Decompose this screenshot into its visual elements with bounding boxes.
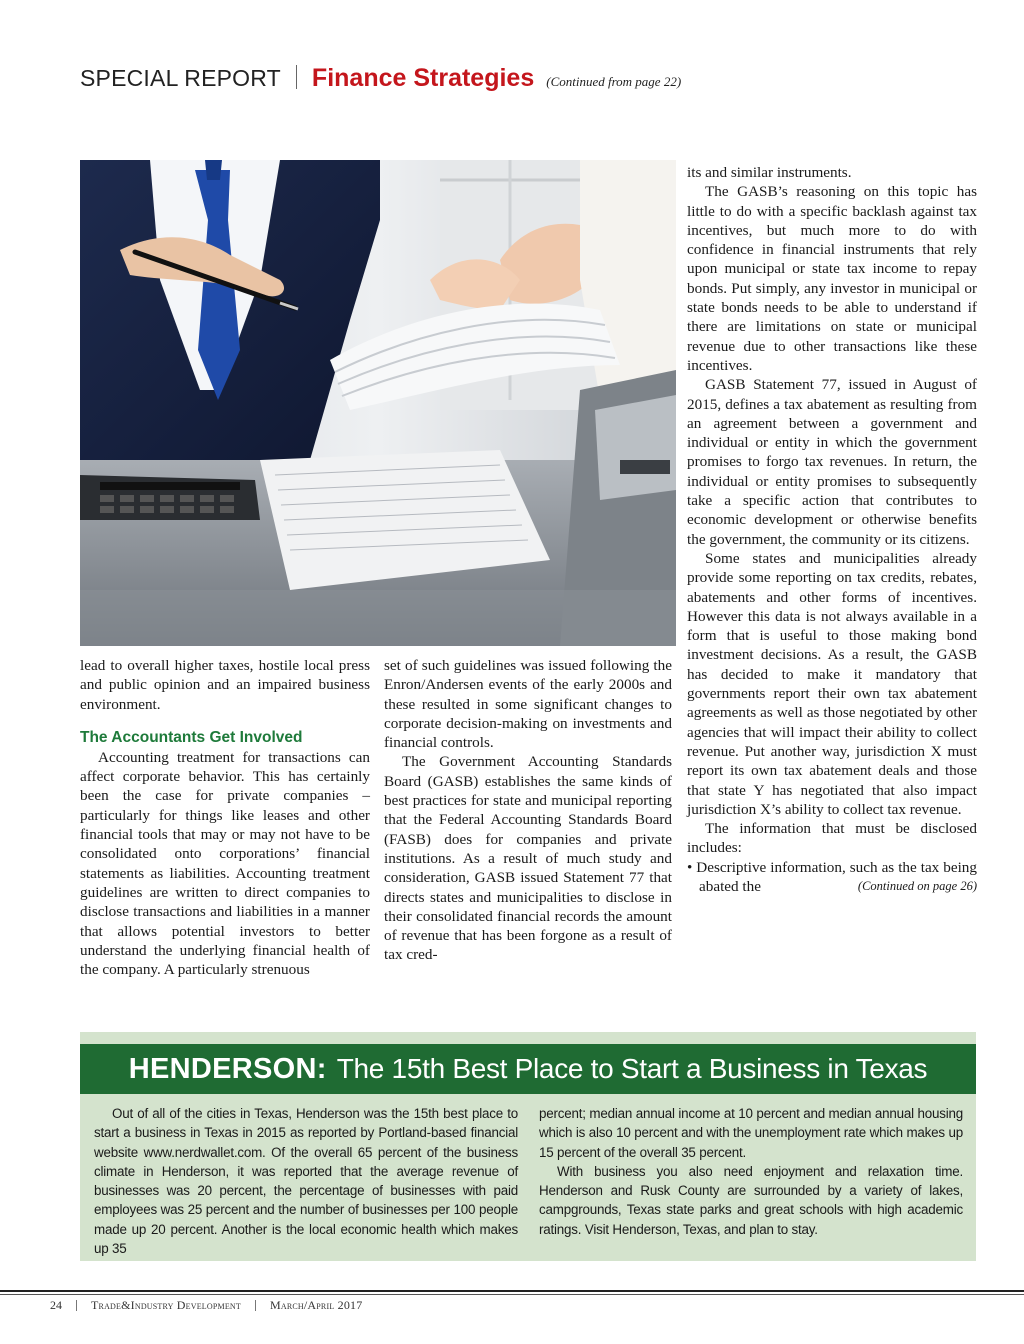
paragraph: Accounting treatment for transactions can affect corporate behavior. This has certainly been the case for private companies – particularly for things like leases and other financial tools that may or may not have to be consolidated onto corporations’ financial statements as liabilities. Accounting treatment guidelines are written to direct companies to disclose transactions and liabilities in a manner that allows potential investors to better understand the underlying financial health of the company. A particularly strenuous: [80, 748, 370, 979]
sidebar-title-bold: HENDERSON:: [128, 1052, 327, 1085]
publication-name: Trade&Industry Development: [91, 1298, 241, 1312]
section-label: SPECIAL REPORT: [80, 65, 281, 91]
paragraph: Some states and municipalities already provide some reporting on tax credits, rebates, abatements and other forms of incentives. However this data is not always available in a form that is useful to those making bond investment decisions. As a result, the GASB has decided to make it mandatory that governments report their own tax abatement agreements as well as those negotiated by other agencies that will impact their ability to collect revenue. Put another way, jurisdiction X must report its own tax abatement deals and those that state Y has negotiated that also impact jurisdiction X’s ability to collect tax revenue.: [687, 549, 977, 818]
sidebar-title-rest: The 15th Best Place to Start a Business in Texas: [336, 1053, 928, 1084]
paragraph: With business you also need enjoyment and relaxation time. Henderson and Rusk County are surrounded by a variety of lakes, campgrounds, Texas state parks and great schools with high academic ratings. Visit Henderson, Texas, and plan to stay.: [539, 1163, 963, 1237]
paragraph: percent; median annual income at 10 percent and median annual housing which is also 10 percent and with the unemployment rate which makes up 15 percent of the overall 35 percent.: [539, 1106, 963, 1160]
section-subhead: The Accountants Get Involved: [80, 728, 303, 746]
paragraph: The information that must be disclosed includes:: [687, 820, 977, 857]
bullet-item: [687, 858, 977, 897]
paragraph: set of such guidelines was issued following the Enron/Andersen events of the early 2000s and these resulted in some significant changes to corporate decision-making on investments and financial controls.: [384, 657, 672, 752]
henderson-sidebar: [80, 1032, 976, 1261]
footer-rule-thin: [0, 1294, 1024, 1295]
page-number: 24: [50, 1298, 62, 1312]
continued-from-note: (Continued from page 22): [546, 74, 682, 89]
sidebar-title-bar: [80, 1044, 976, 1094]
article-column-3: [687, 163, 977, 896]
paragraph: lead to overall higher taxes, hostile local press and public opinion and an impaired business environment.: [80, 657, 370, 713]
article-photo: [80, 160, 676, 646]
paragraph: its and similar instruments.: [687, 164, 852, 181]
continued-on-note: (Continued on page 26): [857, 878, 977, 893]
topic-title: Finance Strategies: [311, 64, 535, 92]
sidebar-column-1: [94, 1104, 518, 1258]
article-column-2: [384, 656, 672, 965]
footer-divider: [255, 1300, 256, 1311]
paragraph: The GASB’s reasoning on this topic has little to do with a specific backlash against tax incentives, but much more to do with confidence in financial instruments that rely upon municipal or state tax income to repay bonds. Put simply, any investor in municipal or state bonds needs to be able to understand if there are limitations on state or municipal revenue due to other transactions like these incentives.: [687, 183, 977, 374]
paragraph: Out of all of the cities in Texas, Henderson was the 15th best place to start a business in Texas in 2015 as reported by Portland-based financial website www.nerdwallet.com. Of the overall 65 percent of the business climate in Henderson, it was reported that the average revenue of businesses was 20 percent, the percentage of businesses with paid employees was 25 percent and the number of businesses per 100 people made up 20 percent. Another is the local economic health which makes up 35: [94, 1106, 518, 1257]
issue-date: March/April 2017: [269, 1298, 363, 1312]
paragraph: The Government Accounting Standards Board (GASB) establishes the same kinds of best practices for state and municipal reporting that the Federal Accounting Standards Board (FASB) does for companies and private institutions. As a result of much study and consideration, GASB issued Statement 77 that directs states and municipalities to disclose in their consolidated financial records the amount of revenue that has been forgone as a result of tax cred-: [384, 753, 672, 964]
bullet-text: • Descriptive information, such as the tax being abated the: [687, 858, 977, 895]
paragraph: GASB Statement 77, issued in August of 2015, defines a tax abatement as resulting from an agreement between a government and individual or entity in which the government promises to forgo tax revenues. In return, the individual or entity promises to subsequently take a specific action that contributes to economic development or otherwise benefits the government, the community or its citizens.: [687, 376, 977, 548]
sidebar-column-2: [539, 1104, 963, 1239]
page-header: [80, 62, 681, 98]
footer-rule: [0, 1290, 1024, 1292]
footer-divider: [76, 1300, 77, 1311]
page-footer: [50, 1298, 362, 1313]
article-column-1: [80, 656, 370, 979]
header-divider: [296, 65, 297, 89]
business-meeting-image: [80, 160, 676, 646]
